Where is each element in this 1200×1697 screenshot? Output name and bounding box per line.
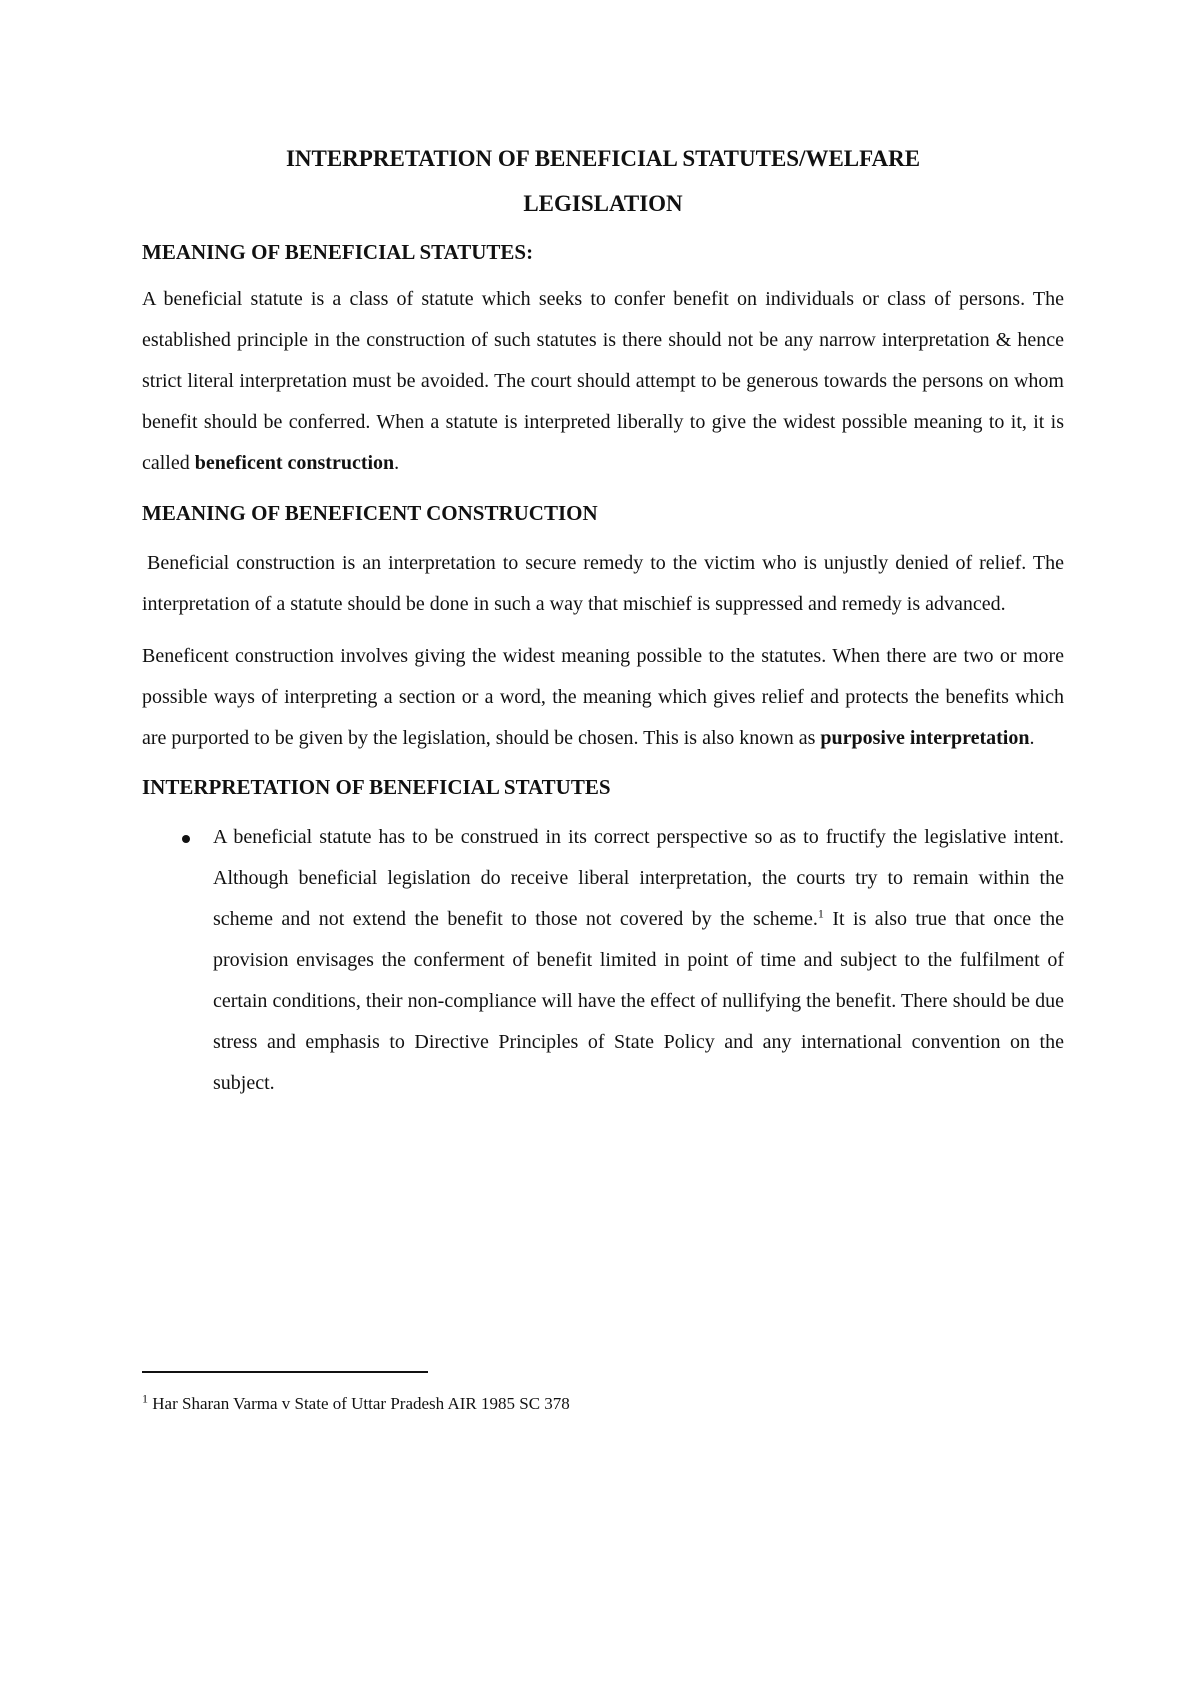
title-line-1: INTERPRETATION OF BENEFICIAL STATUTES/WELFARE xyxy=(285,146,921,171)
footnote-reference[interactable]: 1 xyxy=(817,906,824,921)
document-title xyxy=(142,136,1064,226)
section-heading-meaning-beneficial-statutes: MEANING OF BENEFICIAL STATUTES: xyxy=(142,240,534,264)
bullet-text-part-1: A beneficial statute has to be construed in its correct perspective so as to fructify the legislative intent. Although beneficial legislation do receive liberal interpretation, the courts try to remain within the scheme and not extend the benefit to those not covered by the scheme. xyxy=(213,826,1064,930)
paragraph-end: . xyxy=(394,452,400,474)
paragraph-beneficial-construction: Beneficial construction is an interpretation to secure remedy to the victim who is unjustly denied of relief. The interpretation of a statute should be done in such a way that mischief is suppressed and remedy is advanced. xyxy=(142,552,1064,615)
bullet-text-part-2: It is also true that once the provision envisages the conferment of benefit limited in point of time and subject to the fulfilment of certain conditions, their non-compliance will have the effect of nullifying the benefit. There should be due stress and emphasis to Directive Principles of State Policy and any international convention on the subject. xyxy=(213,908,1065,1094)
footnote-text: Har Sharan Varma v State of Uttar Pradesh AIR 1985 SC 378 xyxy=(148,1394,570,1413)
paragraph-beneficent-construction xyxy=(142,636,1064,759)
footnote-marker: 1 xyxy=(142,1391,148,1406)
paragraph-text: Beneficent construction involves giving the widest meaning possible to the statutes. When there are two or more possible ways of interpreting a section or a word, the meaning which gives relief and protects the benefits which are purported to be given by the legislation, should be chosen. This is also known as xyxy=(142,645,1064,749)
paragraph-end: . xyxy=(1029,727,1035,749)
paragraph-beneficial-statute-definition xyxy=(142,279,1064,484)
bold-term-purposive-interpretation: purposive interpretation xyxy=(820,727,1030,749)
paragraph-text: A beneficial statute is a class of statute which seeks to confer benefit on individuals or class of persons. The established principle in the construction of such statutes is there should not be any narrow interpretation & hence strict literal interpretation must be avoided. The court should attempt to be generous towards the persons on whom benefit should be conferred. When a statute is interpreted liberally to give the widest possible meaning to it, it is called xyxy=(142,288,1064,474)
section-heading-meaning-beneficent-construction: MEANING OF BENEFICENT CONSTRUCTION xyxy=(142,501,598,525)
bold-term-beneficent-construction: beneficent construction xyxy=(194,452,395,474)
bullet-list xyxy=(142,817,1064,1104)
bullet-icon xyxy=(182,835,190,843)
list-item xyxy=(142,817,1064,1104)
title-line-2: LEGISLATION xyxy=(523,191,683,216)
footnote xyxy=(142,1392,1042,1416)
section-heading-interpretation-beneficial-statutes: INTERPRETATION OF BENEFICIAL STATUTES xyxy=(142,775,611,799)
document-body xyxy=(142,136,1064,1104)
footnote-separator xyxy=(142,1371,428,1373)
